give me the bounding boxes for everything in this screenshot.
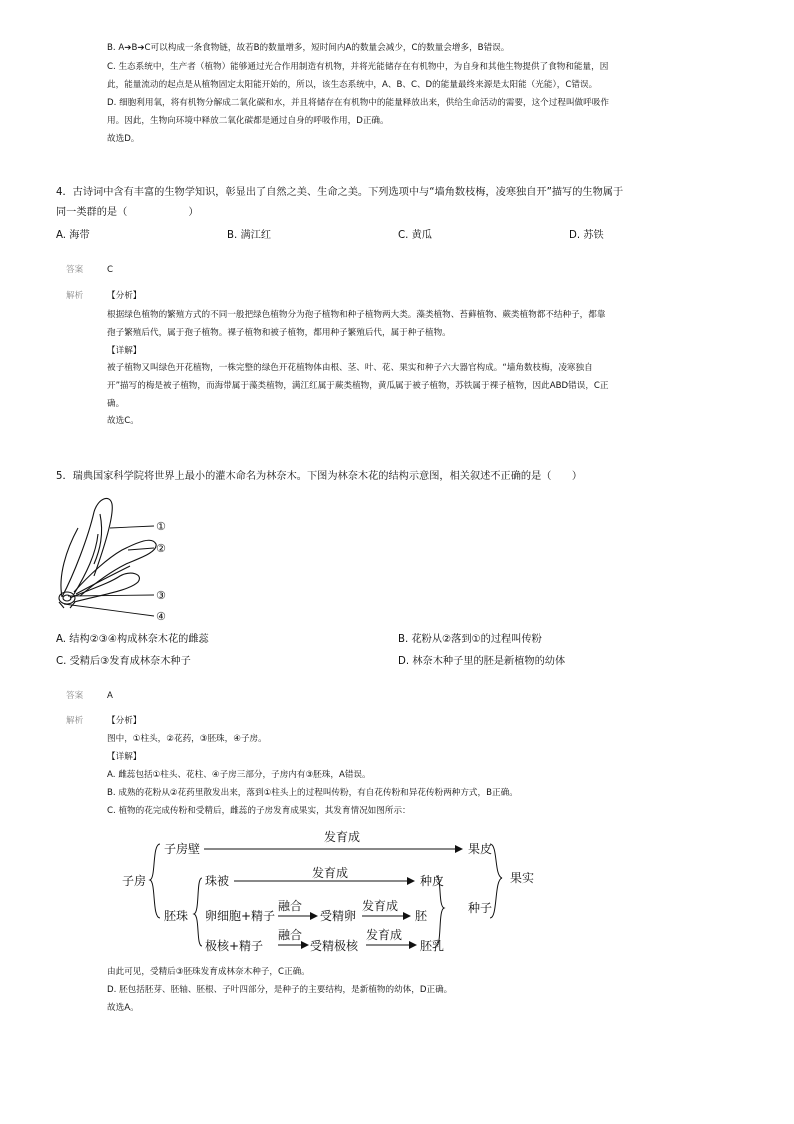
node-seed: 种子 [468, 901, 493, 915]
q5-detail-b: B. 成熟的花粉从②花药里散发出来，落到①柱头上的过程叫传粉，有自花传粉和异花传粉两种方式，B正确。 [107, 788, 518, 798]
node-zygote: 受精卵 [320, 909, 357, 923]
q5-option-c: C. 受精后③发育成林奈木种子 [56, 656, 191, 667]
q3-option-d-explanation-line1: D. 细胞利用氧，将有机物分解成二氧化碳和水，并且将储存在有机物中的能量释放出来，供给生命活动的需要，这个过程叫做呼吸作 [107, 98, 609, 108]
node-egg-sperm: 卵细胞+精子 [205, 909, 276, 923]
node-pericarp: 果皮 [468, 842, 493, 856]
marker-1: ① [156, 520, 166, 533]
q5-option-a: A. 结构②③④构成林奈木花的雌蕊 [56, 634, 209, 645]
q4-option-a: A. 海带 [56, 230, 90, 241]
node-endosperm: 胚乳 [420, 939, 445, 953]
marker-4: ④ [156, 610, 166, 623]
q3-option-c-explanation-line2: 此，能量流动的起点是从植物固定太阳能开始的，所以，该生态系统中，A、B、C、D的能量最终来源是太阳能（光能），C错误。 [107, 80, 598, 90]
node-embryo: 胚 [415, 909, 428, 923]
node-integument: 珠被 [205, 874, 230, 888]
node-seed-coat: 种皮 [420, 874, 445, 888]
q5-option-d: D. 林奈木种子里的胚是新植物的幼体 [398, 656, 566, 667]
q4-detail-line3: 确。 [107, 399, 125, 409]
linnaea-flower-diagram [54, 494, 180, 624]
label-fuse-2: 融合 [278, 928, 303, 942]
q5-conclusion: 故选A。 [107, 1003, 139, 1013]
marker-3: ③ [156, 589, 166, 602]
q5-answer-label: 答案 [66, 691, 84, 701]
node-ovary: 子房 [122, 874, 147, 888]
q5-detail-a: A. 雌蕊包括①柱头、花柱、④子房三部分，子房内有③胚珠，A错误。 [107, 770, 371, 780]
q5-analysis-line1: 图中，①柱头，②花药，③胚珠，④子房。 [107, 734, 267, 744]
label-fuse-1: 融合 [278, 899, 303, 913]
q4-analysis-label: 解析 [66, 291, 84, 301]
q4-detail-heading: 【详解】 [107, 346, 142, 356]
label-develop-4: 发育成 [366, 928, 403, 942]
node-ovule: 胚珠 [164, 909, 189, 923]
q4-detail-line1: 被子植物又叫绿色开花植物，一株完整的绿色开花植物体由根、茎、叶、花、果实和种子六大器官构成。“墙角数枝梅，凌寒独自 [107, 363, 593, 373]
q4-stem-line2: 同一类群的是（ ） [56, 207, 199, 218]
node-ovary-wall: 子房壁 [164, 842, 201, 856]
q5-detail-heading: 【详解】 [107, 752, 142, 762]
node-fruit: 果实 [510, 871, 535, 885]
q4-answer-value: C [107, 265, 114, 275]
q5-detail-c: C. 植物的花完成传粉和受精后，雌蕊的子房发育成果实，其发育情况如图所示： [107, 806, 411, 816]
marker-2: ② [156, 542, 166, 555]
q5-detail-d: D. 胚包括胚芽、胚轴、胚根、子叶四部分，是种子的主要结构，是新植物的幼体，D正确。 [107, 985, 453, 995]
q3-option-c-explanation-line1: C. 生态系统中，生产者（植物）能够通过光合作用制造有机物，并将光能储存在有机物中，为自身和其他生物提供了食物和能量，因 [107, 62, 609, 72]
node-polar-sperm: 极核+精子 [205, 939, 264, 953]
q5-detail-c-conclusion: 由此可见，受精后③胚珠发育成林奈木种子，C正确。 [107, 967, 310, 977]
fruit-development-diagram [112, 826, 552, 956]
q4-analysis-line2: 孢子繁殖后代，属于孢子植物。裸子植物和被子植物，都用种子繁殖后代，属于种子植物。 [107, 328, 451, 338]
q5-stem: 5．瑞典国家科学院将世界上最小的灌木命名为林奈木。下图为林奈木花的结构示意图，相关叙述不正确的是（ ） [56, 471, 583, 482]
q3-option-d-explanation-line2: 用。因此，生物向环境中释放二氧化碳都是通过自身的呼吸作用，D正确。 [107, 116, 389, 126]
node-fertilized-polar: 受精极核 [310, 939, 359, 953]
label-develop-2: 发育成 [312, 866, 349, 880]
q4-option-c: C. 黄瓜 [398, 230, 432, 241]
q4-detail-line2: 开”描写的梅是被子植物，而海带属于藻类植物，满江红属于蕨类植物，黄瓜属于被子植物，苏铁属于裸子植物，因此ABD错误，C正 [107, 381, 609, 391]
q3-conclusion: 故选D。 [107, 134, 140, 144]
q4-option-d: D. 苏铁 [569, 230, 604, 241]
q5-option-b: B. 花粉从②落到①的过程叫传粉 [398, 634, 542, 645]
q5-answer-value: A [107, 691, 113, 701]
q4-analysis-heading: 【分析】 [107, 291, 142, 301]
label-develop-1: 发育成 [324, 830, 361, 844]
q4-option-b: B. 满江红 [227, 230, 272, 241]
q4-answer-label: 答案 [66, 265, 84, 275]
q4-analysis-line1: 根据绿色植物的繁殖方式的不同一般把绿色植物分为孢子植物和种子植物两大类。藻类植物、苔藓植物、蕨类植物都不结种子，都靠 [107, 310, 606, 320]
q4-conclusion: 故选C。 [107, 416, 139, 426]
q3-option-b-explanation: B. A➔B➔C可以构成一条食物链，故若B的数量增多，短时间内A的数量会减少，C的数量会增多，B错误。 [107, 43, 510, 53]
label-develop-3: 发育成 [362, 899, 399, 913]
q4-stem-line1: 4．古诗词中含有丰富的生物学知识，彰显出了自然之美、生命之美。下列选项中与“墙角数枝梅，凌寒独自开”描写的生物属于 [56, 187, 624, 198]
q5-analysis-heading: 【分析】 [107, 716, 142, 726]
q5-analysis-label: 解析 [66, 716, 84, 726]
